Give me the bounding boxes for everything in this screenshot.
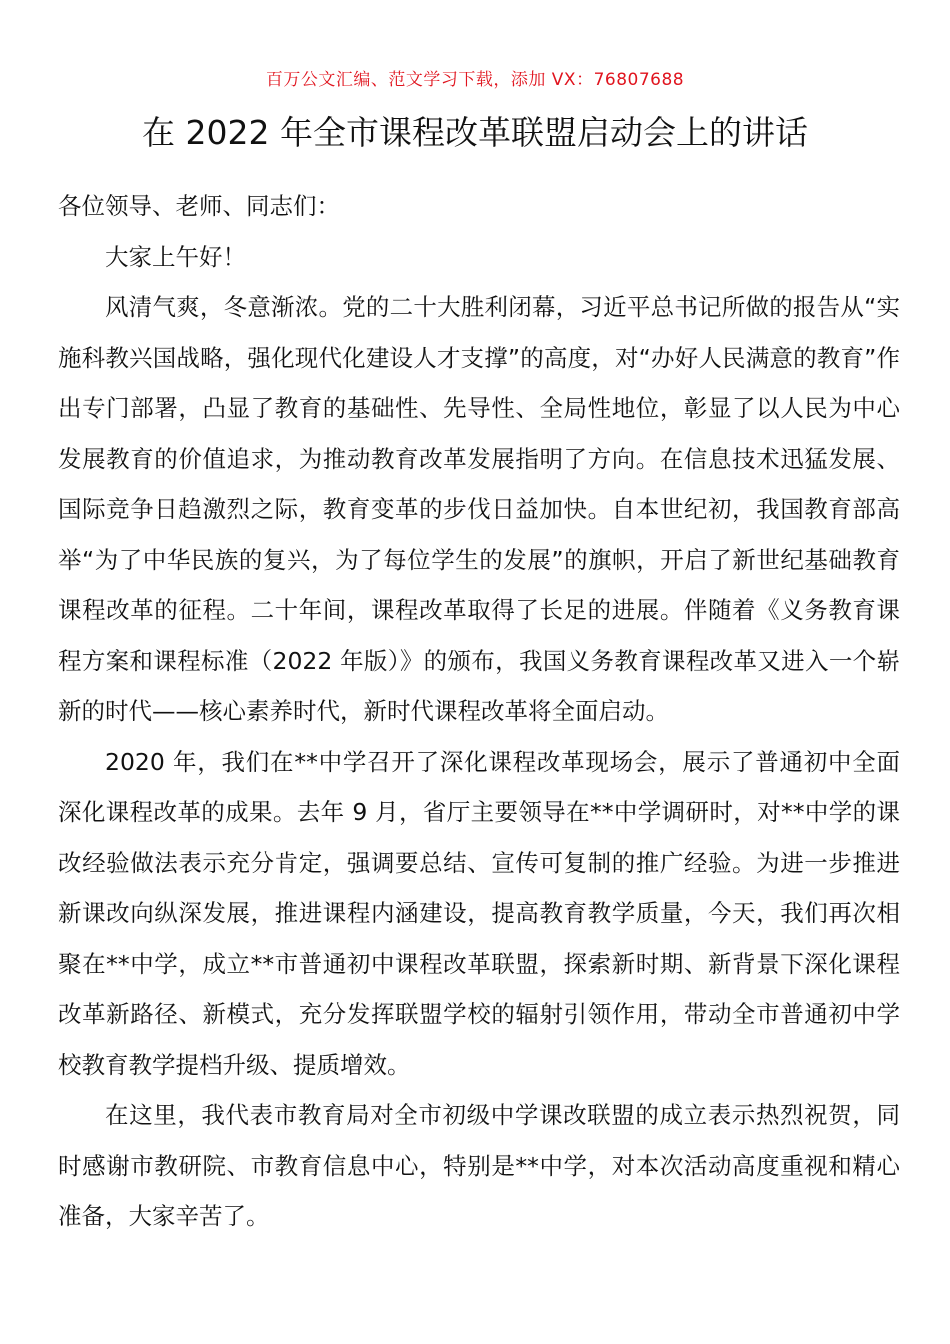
paragraph-thanks: 在这里，我代表市教育局对全市初级中学课改联盟的成立表示热烈祝贺，同时感谢市教研院、市教育信息中心，特别是**中学，对本次活动高度重视和精心准备，大家辛苦了。 [58,1101,900,1230]
document-title: 在 2022 年全市课程改革联盟启动会上的讲话 [142,113,808,152]
header-note: 百万公文汇编、范文学习下载，添加 VX：76807688 [265,70,685,90]
paragraph-greeting: 大家上午好！ [105,242,246,271]
salutation: 各位领导、老师、同志们： [58,192,340,220]
paragraph-background: 风清气爽，冬意渐浓。党的二十大胜利闭幕，习近平总书记所做的报告从“实施科教兴国战略，强化现代化建设人才支撑”的高度，对“办好人民满意的教育”作出专门部署，凸显了教育的基础性、先导性、全局性地位，彰显了以人民为中心发展教育的价值追求，为推动教育改革发展指明了方向。在信息技术迅猛发展、国际竞争日趋激烈之际，教育变革的步伐日益加快。自本世纪初，我国教育部高举“为了中华民族的复兴，为了每位学生的发展”的旗帜，开启了新世纪基础教育课程改革的征程。二十年间，课程改革取得了长足的进展。伴随着《义务教育课程方案和课程标准（2022 年版）》的颁布，我国义务教育课程改革又进入一个崭新的时代——核心素养时代，新时代课程改革将全面启动。 [58,293,900,725]
paragraph-history: 2020 年，我们在**中学召开了深化课程改革现场会，展示了普通初中全面深化课程改革的成果。去年 9 月，省厅主要领导在**中学调研时，对**中学的课改经验做法表示充分肯定，强调要总结、宣传可复制的推广经验。为进一步推进新课改向纵深发展，推进课程内涵建设，提高教育教学质量，今天，我们再次相聚在**中学，成立**市普通初中课程改革联盟，探索新时期、新背景下深化课程改革新路径、新模式，充分发挥联盟学校的辐射引领作用，带动全市普通初中学校教育教学提档升级、提质增效。 [58,747,900,1079]
document-body [58,181,900,1242]
